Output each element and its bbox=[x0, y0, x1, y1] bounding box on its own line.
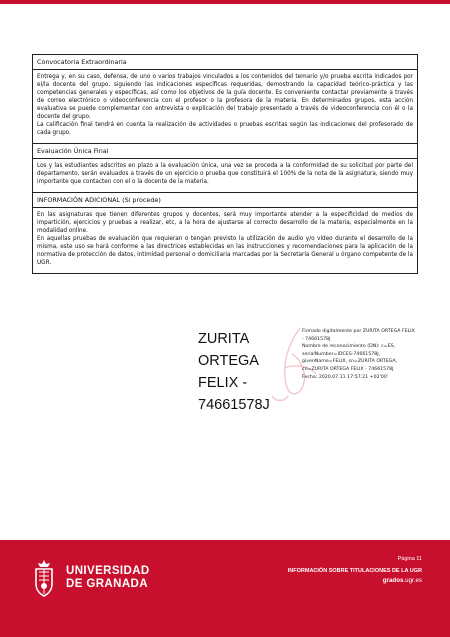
university-name bbox=[66, 565, 150, 591]
university-name-line2: DE GRANADA bbox=[66, 578, 148, 590]
footer bbox=[0, 540, 450, 637]
evaluation-table bbox=[32, 54, 418, 274]
digital-signature bbox=[198, 328, 428, 458]
section-heading-evaluacion-unica: Evaluación Única Final bbox=[32, 144, 418, 159]
university-crest-icon bbox=[30, 558, 58, 598]
paragraph: Los y las estudiantes adscritos en plazo a la evaluación única, una vez se proceda a la conformidad de su solicitud por parte del departamento, serán evaluados a través de un ejercicio o prueba que constituirá el 100% de la nota de la asignatura, siendo muy importante que contacten con el o la docente de la materia. bbox=[37, 163, 413, 185]
university-name-line1: UNIVERSIDAD bbox=[66, 565, 150, 577]
section-body-info-adicional bbox=[32, 208, 418, 274]
section-body-evaluacion-unica bbox=[32, 159, 418, 193]
section-body-extraordinaria bbox=[32, 70, 418, 144]
section-heading-info-adicional: INFORMACIÓN ADICIONAL (Si procede) bbox=[32, 193, 418, 208]
paragraph: Entrega y, en su caso, defensa, de uno o varios trabajos vinculados a los contenidos del temario y/o prueba escrita indicados por el/la docente del grupo, siguiendo las indicaciones específicas requeridas, demostrando la capacidad teórico-práctica y las competencias generales y específicas, así como los objetivos de la guía docente. Es conveniente contactar previamente a través de correo electrónico o videoconferencia con el profesor o la profesora de la materia. En determinados grupos, esta acción evaluativa se puede complementar con entrevista o explicación del trabajo presentado a través de videoconferencia con él o la docente del grupo. bbox=[37, 74, 413, 120]
section-heading-extraordinaria: Convocatoria Extraordinaria bbox=[32, 55, 418, 70]
grados-prefix: grados bbox=[382, 577, 404, 584]
paragraph: La calificación final tendrá en cuenta la realización de actividades o pruebas escritas según las indicaciones del profesorado de cada grupo. bbox=[37, 122, 413, 136]
paragraph: En las asignaturas que tienen diferentes grupos y docentes, será muy importante atender a la especificidad de medios de impartición, ejercicios y pruebas a realizar, etc, a la hora de ajustarse al correcto desarrollo de la materia, especialmente en la modalidad online. bbox=[37, 212, 413, 234]
top-red-bar bbox=[0, 0, 450, 4]
grados-suffix: .ugr.es bbox=[403, 577, 422, 584]
signature-details: Firmado digitalmente por ZURITA ORTEGA FELIX - 74661578J Nombre de reconocimiento (DN): c=ES, serialNumber=IDCES-74661578J, givenName=FELIX, sn=ZURITA ORTEGA, cn=ZURITA ORTEGA FELIX - 74661578J Fecha: 2020.07.11 17:57:21 +02'00' bbox=[302, 329, 415, 380]
info-line: INFORMACIÓN SOBRE TITULACIONES DE LA UGR bbox=[287, 568, 422, 574]
paragraph: En aquellas pruebas de evaluación que requieran o tengan previsto la utilización de audio y/o vídeo durante el desarrollo de la misma, este uso se hará conforme a las directrices establecidas en las instrucciones y recomendaciones para la aplicación de la normativa de protección de datos, intimidad personal o domiciliaria marcadas por la Secretaría General u órgano competente de la UGR. bbox=[37, 236, 413, 266]
page-number: Página 11 bbox=[397, 556, 422, 562]
footer-info bbox=[288, 555, 422, 585]
grados-link[interactable] bbox=[288, 576, 422, 585]
signer-name: ZURITA ORTEGA FELIX - 74661578J bbox=[198, 331, 270, 413]
